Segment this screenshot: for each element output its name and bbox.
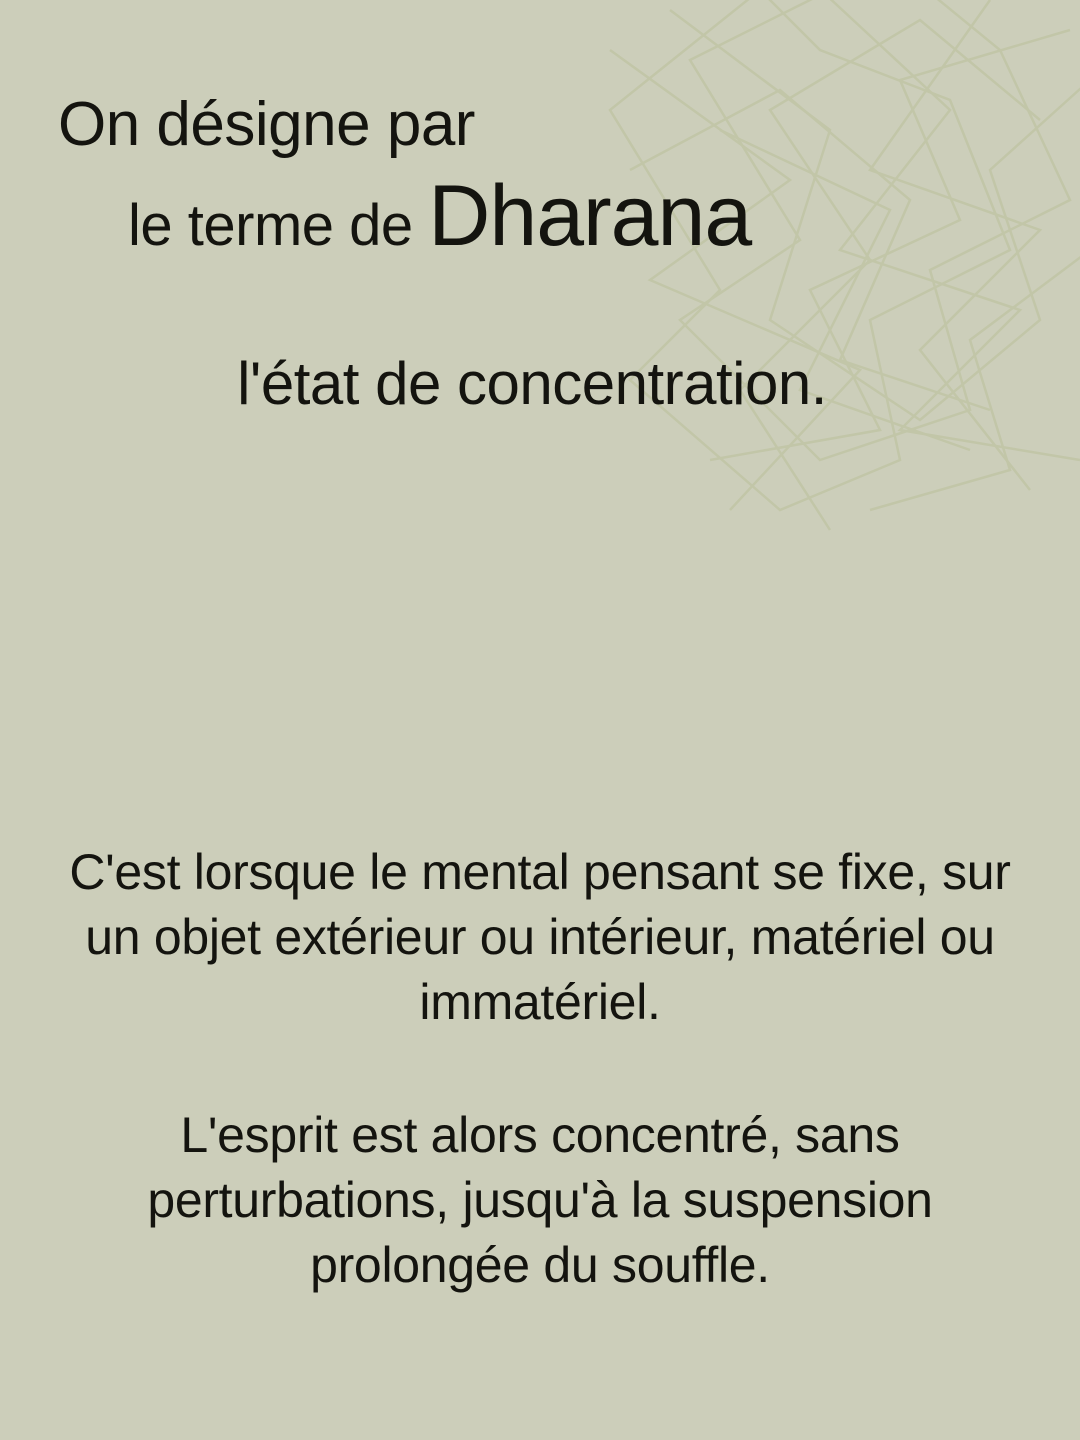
headline-line-2-lead: le terme de [128,192,429,258]
headline-line-1: On désigne par [58,90,475,159]
body-text-block [60,790,1020,1348]
headline-line-3: l'état de concentration. [237,350,827,418]
headline-block [0,92,1080,418]
body-paragraph-2: L'esprit est alors concentré, sans perturbations, jusqu'à la suspension prolongée du souffle. [147,1107,933,1293]
headline-emphasis-dharana: Dharana [428,167,752,264]
body-paragraph-1: C'est lorsque le mental pensant se fixe, sur un objet extérieur ou intérieur, matériel ou immatériel. [69,844,1011,1030]
headline-line-2 [0,167,1080,264]
